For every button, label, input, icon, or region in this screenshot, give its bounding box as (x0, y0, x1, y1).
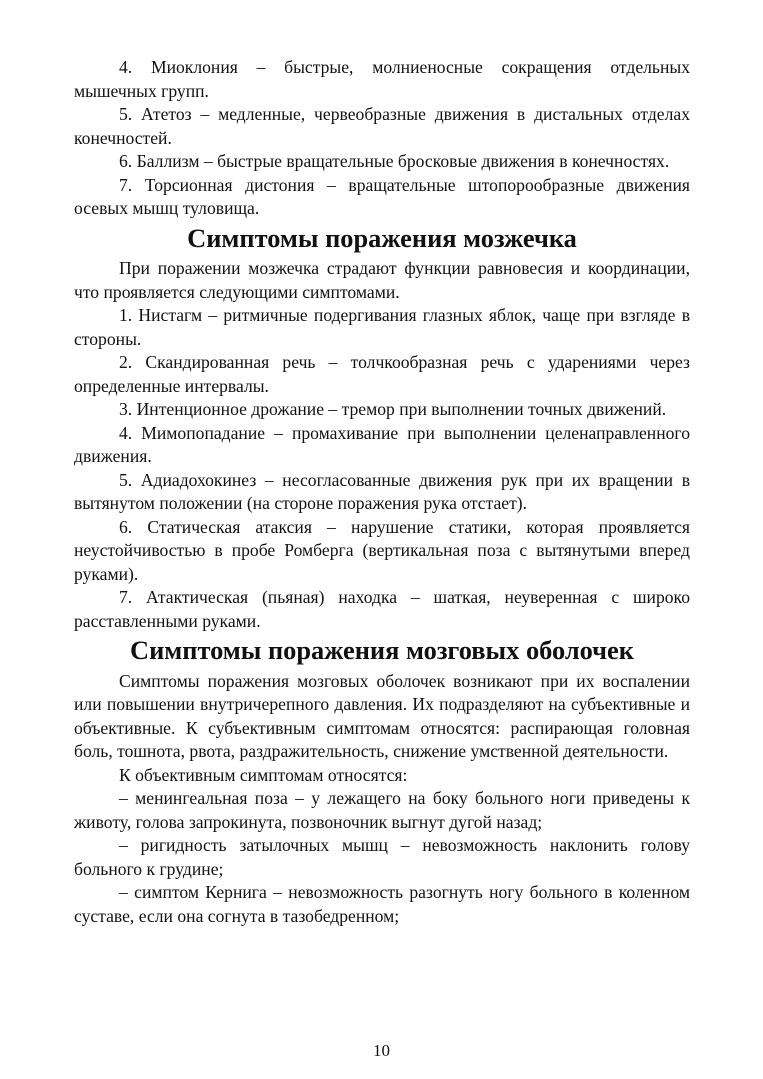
document-page (74, 56, 690, 928)
heading-meninges: Симптомы поражения мозговых оболочек (130, 635, 634, 665)
paragraph-kernig-sign: – симптом Кернига – невозможность разогнуть ногу больного в коленном суставе, если она согнута в тазобедренном; (74, 882, 690, 926)
paragraph-neck-rigidity: – ригидность затылочных мышц – невозможность наклонить голову больного к грудине; (74, 835, 690, 879)
paragraph-adiadochokinesis: 5. Адиадохокинез – несогласованные движения рук при их вращении в вытянутом положении (на стороне поражения рука отстает). (74, 469, 690, 513)
paragraph-static-ataxia: 6. Статическая атаксия – нарушение статики, которая проявляется неустойчивостью в пробе Ромберга (вертикальная поза с вытянутыми вперед руками). (74, 516, 690, 584)
paragraph-ballism: 6. Баллизм – быстрые вращательные бросковые движения в конечностях. (119, 151, 670, 171)
paragraph-objective-symptoms: К объективным симптомам относятся: (119, 764, 408, 785)
paragraph-intention-tremor: 3. Интенционное дрожание – тремор при выполнении точных движений. (119, 399, 667, 419)
paragraph-meninges-intro: Симптомы поражения мозговых оболочек возникают при их воспалении или повышении внутричерепного давления. Их подразделяют на субъективные и объективные. К субъективным симптомам относятся: распирающая головная боль, тошнота, рвота, раздражительность, снижение умственной деятельности. (74, 670, 690, 761)
heading-cerebellum: Симптомы поражения мозжечка (187, 222, 577, 253)
paragraph-past-pointing: 4. Мимопопадание – промахивание при выполнении целенаправленного движения. (74, 422, 690, 466)
paragraph-torsion-dystonia: 7. Торсионная дистония – вращательные штопорообразные движения осевых мышц туловища. (74, 174, 690, 218)
paragraph-nystagmus: 1. Нистагм – ритмичные подергивания глазных яблок, чаще при взгляде в стороны. (74, 305, 690, 349)
paragraph-athetosis: 5. Атетоз – медленные, червеобразные движения в дистальных отделах конечностей. (74, 104, 690, 148)
paragraph-myoclonia: 4. Миоклония – быстрые, молниеносные сокращения отдельных мышечных групп. (74, 57, 690, 101)
paragraph-cerebellum-intro: При поражении мозжечка страдают функции равновесия и координации, что проявляется следующими симптомами. (74, 258, 690, 302)
paragraph-meningeal-pose: – менингеальная поза – у лежащего на боку больного ноги приведены к животу, голова запрокинута, позвоночник выгнут дугой назад; (74, 788, 690, 832)
paragraph-ataxic-gait: 7. Атактическая (пьяная) находка – шаткая, неуверенная с широко расставленными руками. (74, 587, 690, 631)
paragraph-scanned-speech: 2. Скандированная речь – толчкообразная речь с ударениями через определенные интервалы. (74, 352, 690, 396)
page-number: 10 (373, 1041, 390, 1060)
